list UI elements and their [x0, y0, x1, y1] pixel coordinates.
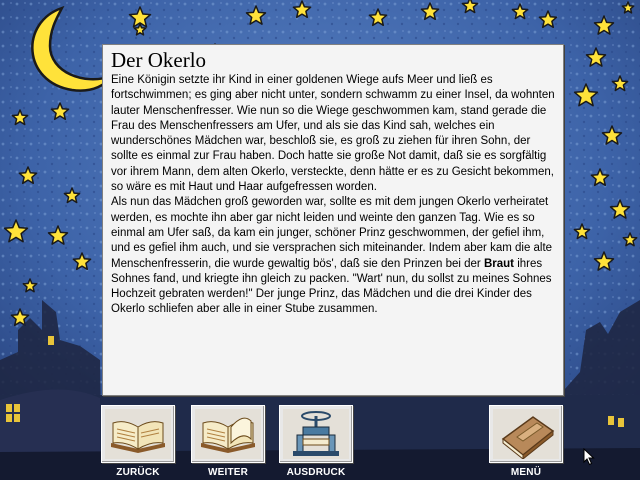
- printing-press-icon: [283, 409, 349, 459]
- next-button[interactable]: [191, 405, 265, 463]
- back-button[interactable]: [101, 405, 175, 463]
- closed-book-icon: [493, 409, 559, 459]
- menu-label: MENÜ: [510, 467, 542, 478]
- open-book-icon: [195, 409, 261, 459]
- story-paragraph-2: Als nun das Mädchen groß geworden war, sollte es mit dem jungen Okerlo verheiratet werden, es mochte ihn aber gar nicht leiden und weinte den ganzen Tag. Wie es so einmal am Ufer saß, da kam ein junger, schöner Prinz geschwommen, der gefiel ihm, und es gefiel ihm auch, und sie versprachen sich miteinander. Indem aber kam die alte Menschenfresserin, die wurde gewaltig bös', daß sie den Prinzen bei der Braut ihres Sohnes fand, und kriegte ihn gleich zu packen. "Wart' nun, du sollst zu meines Sohnes Hochzeit gebraten werden!" Der junge Prinz, das Mädchen und die drei Kinder des Okerlo schliefen aber alle in einer Stube zusammen.: [111, 196, 553, 316]
- print-label: AUSDRUCK: [286, 467, 346, 478]
- print-button[interactable]: [279, 405, 353, 463]
- menu-button[interactable]: [489, 405, 563, 463]
- next-label: WEITER: [207, 467, 249, 478]
- back-label: ZURÜCK: [116, 467, 160, 478]
- story-title: Der Okerlo: [111, 48, 207, 72]
- story-paragraph-1: Eine Königin setzte ihr Kind in einer goldenen Wiege aufs Meer und ließ es fortschwimmen; es ging aber nicht unter, sondern schwamm zu einer Insel, da wohnten lauter Menschenfresser. Wie nun so die Wiege geschwommen kam, stand gerade die Frau des Menschenfressers am Ufer, und als sie das Kind sah, welches ein wunderschönes Mädchen war, beschloß sie, es groß zu ziehen für ihren Sohn, der sollte es einmal zur Frau haben. Doch hatte sie große Not damit, daß sie es sorgfältig vor ihrem Mann, dem alten Okerlo, versteckte, denn hätte er es zu Gesicht bekommen, so wäre es mit Haut und Haar aufgefressen worden.: [111, 74, 555, 194]
- highlighted-word[interactable]: Braut: [483, 257, 514, 270]
- mouse-pointer-icon: [583, 448, 595, 466]
- story-panel: [102, 44, 564, 396]
- open-book-icon: [105, 409, 171, 459]
- story-text: [111, 73, 555, 318]
